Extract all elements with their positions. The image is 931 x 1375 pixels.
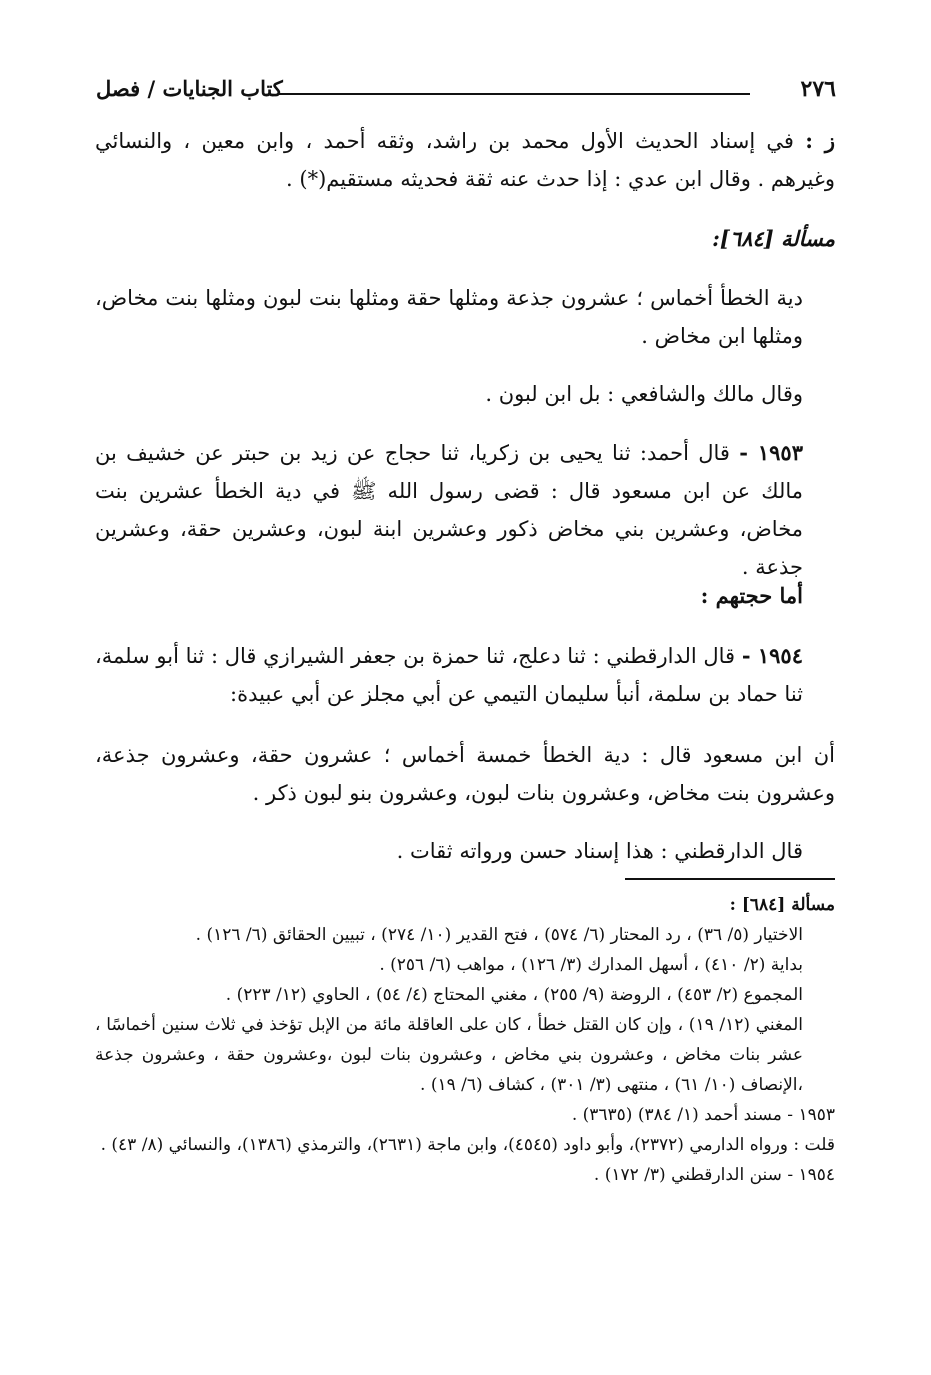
hujja-heading <box>95 577 835 615</box>
footnote-line: الاختيار (٥/ ٣٦) ، رد المحتار (٦/ ٥٧٤) ، فتح القدير (١٠/ ٢٧٤) ، تبيين الحقائق (٦/ ١٢٦) . <box>195 925 803 945</box>
footnote-line: المغني (١٢/ ١٩) ، وإن كان القتل خطأ ، كان على العاقلة مائة من الإبل تؤخذ في ثلاث سنين أخماسًا ، عشر بنات مخاض ، وعشرون بني مخاض ، وعشرون بنات لبون ،وعشرون حقة ، وعشرون جذعة ،الإنصاف (١٠/ ٦١) ، منتهى (٣/ ٣٠١) ، كشاف (٦/ ١٩) . <box>95 1015 803 1095</box>
matn-text: أن ابن مسعود قال : دية الخطأ خمسة أخماس ؛ عشرون حقة، وعشرون جذعة، وعشرون بنت مخاض، وعشرون بنات لبون، وعشرون بنو لبون ذكر . <box>95 743 835 805</box>
hadith-text: قال الدارقطني : ثنا دعلج، ثنا حمزة بن جعفر الشيرازي قال : ثنا أبو سلمة، ثنا حماد بن سلمة، أنبأ سليمان التيمي عن أبي مجلز عن أبي عبيدة: <box>95 644 803 706</box>
footnote-line: بداية (٢/ ٤١٠) ، أسهل المدارك (٣/ ١٢٦) ، مواهب (٦/ ٢٥٦) . <box>379 955 803 975</box>
footnote-rule <box>625 878 835 880</box>
page-header <box>96 76 836 110</box>
hujja-title: أما حجتهم : <box>700 583 803 608</box>
intro-paragraph <box>95 122 835 198</box>
footnotes <box>95 890 835 1190</box>
intro-text: في إسناد الحديث الأول محمد بن راشد، وثقه أحمد ، وابن معين ، والنسائي وغيرهم . وقال ابن عدي : إذا حدث عنه ثقة فحديثه مستقيم(*) . <box>95 129 835 191</box>
hadith-number: ١٩٥٣ - <box>739 440 803 465</box>
hadith-1954 <box>95 637 835 713</box>
footnote-1953-note: قلت : ورواه الدارمي (٢٣٧٢)، وأبو داود (٤٥٤٥)، وابن ماجة (٢٦٣١)، والترمذي (١٣٨٦)، والنسائي (٨/ ٤٣) . <box>100 1135 835 1155</box>
masala-paragraph <box>95 279 835 355</box>
footnote-line: المجموع (٢/ ٤٥٣) ، الروضة (٩/ ٢٥٥) ، مغني المحتاج (٤/ ٥٤) ، الحاوي (١٢/ ٢٢٣) . <box>225 985 803 1005</box>
masala-text: دية الخطأ أخماس ؛ عشرون جذعة ومثلها حقة ومثلها بنت لبون ومثلها بنت مخاض، ومثلها ابن مخاض . <box>95 286 803 348</box>
hadith-1953 <box>95 434 835 586</box>
footnote-1953: ١٩٥٣ - مسند أحمد (١/ ٣٨٤) (٣٦٣٥) . <box>571 1105 835 1125</box>
masala-heading <box>95 220 835 258</box>
footnote-heading: مسألة [٦٨٤] : <box>729 895 835 915</box>
note-marker: ز : <box>805 128 835 153</box>
grading-text: قال الدارقطني : هذا إسناد حسن ورواته ثقات . <box>396 839 803 863</box>
page-number: ٢٧٦ <box>800 76 836 102</box>
header-rule <box>278 93 750 95</box>
masala-title: مسألة [٦٨٤]: <box>712 226 835 251</box>
hadith-1954-grading <box>95 832 835 870</box>
opinion-text: وقال مالك والشافعي : بل ابن لبون . <box>485 382 803 406</box>
footnote-1954: ١٩٥٤ - سنن الدارقطني (٣/ ١٧٢) . <box>593 1165 835 1185</box>
opinion-paragraph <box>95 375 835 413</box>
hadith-number: ١٩٥٤ - <box>741 643 803 668</box>
hadith-text: قال أحمد: ثنا يحيى بن زكريا، ثنا حجاج عن زيد بن حبتر عن خشيف بن مالك عن ابن مسعود قال : قضى رسول الله ﷺ في دية الخطأ عشرين بنت مخاض، وعشرين بني مخاض ذكور وعشرين ابنة لبون، وعشرين حقة، وعشرين جذعة . <box>95 441 803 579</box>
hadith-1954-matn <box>95 736 835 812</box>
running-title: كتاب الجنايات / فصل <box>96 76 283 101</box>
